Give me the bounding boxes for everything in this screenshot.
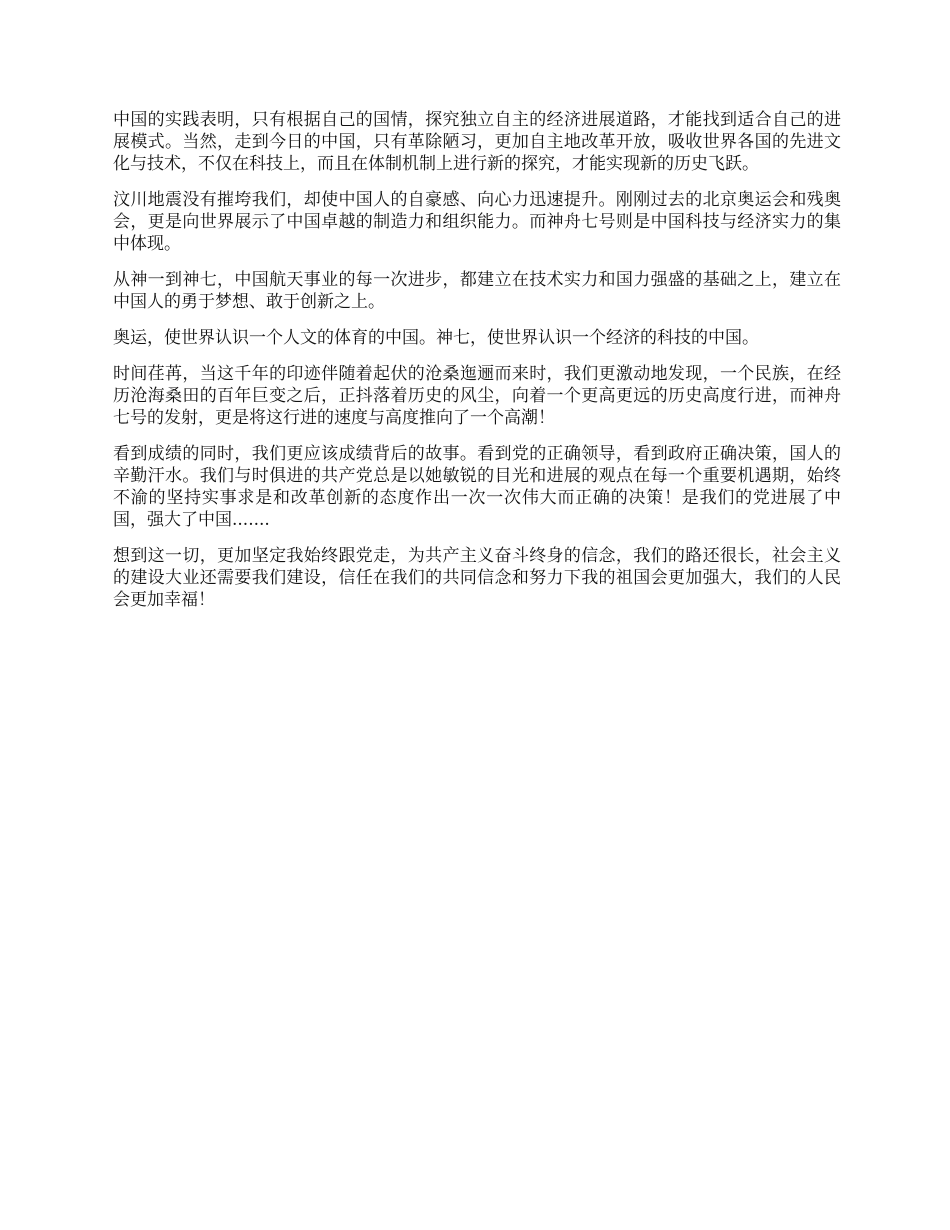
paragraph-3: 从神一到神七，中国航天事业的每一次进步，都建立在技术实力和国力强盛的基础之上，建立在中国人的勇于梦想、敢于创新之上。: [113, 270, 841, 312]
paragraph-6: 看到成绩的同时，我们更应该成绩背后的故事。看到党的正确领导，看到政府正确决策，国人的辛勤汗水。我们与时俱进的共产党总是以她敏锐的目光和进展的观点在每一个重要机遇期，始终不渝的坚持实事求是和改革创新的态度作出一次一次伟大而正确的决策！是我们的党进展了中国，强大了中国.......: [113, 444, 841, 530]
paragraph-7: 想到这一切，更加坚定我始终跟党走，为共产主义奋斗终身的信念，我们的路还很长，社会主义的建设大业还需要我们建设，信任在我们的共同信念和努力下我的祖国会更加强大，我们的人民会更加幸福！: [113, 546, 841, 610]
paragraph-1: 中国的实践表明，只有根据自己的国情，探究独立自主的经济进展道路，才能找到适合自己的进展模式。当然，走到今日的中国，只有革除陋习，更加自主地改革开放，吸收世界各国的先进文化与技术，不仅在科技上，而且在体制机制上进行新的探究，才能实现新的历史飞跃。: [113, 110, 841, 174]
document-body: [113, 109, 841, 625]
paragraph-4: 奥运，使世界认识一个人文的体育的中国。神七，使世界认识一个经济的科技的中国。: [113, 328, 759, 348]
paragraph-2: 汶川地震没有摧垮我们，却使中国人的自豪感、向心力迅速提升。刚刚过去的北京奥运会和残奥会，更是向世界展示了中国卓越的制造力和组织能力。而神舟七号则是中国科技与经济实力的集中体现。: [113, 190, 841, 254]
paragraph-5: 时间荏苒，当这千年的印迹伴随着起伏的沧桑迤逦而来时，我们更激动地发现，一个民族，在经历沧海桑田的百年巨变之后，正抖落着历史的风尘，向着一个更高更远的历史高度行进，而神舟七号的发射，更是将这行进的速度与高度推向了一个高潮！: [113, 364, 841, 428]
